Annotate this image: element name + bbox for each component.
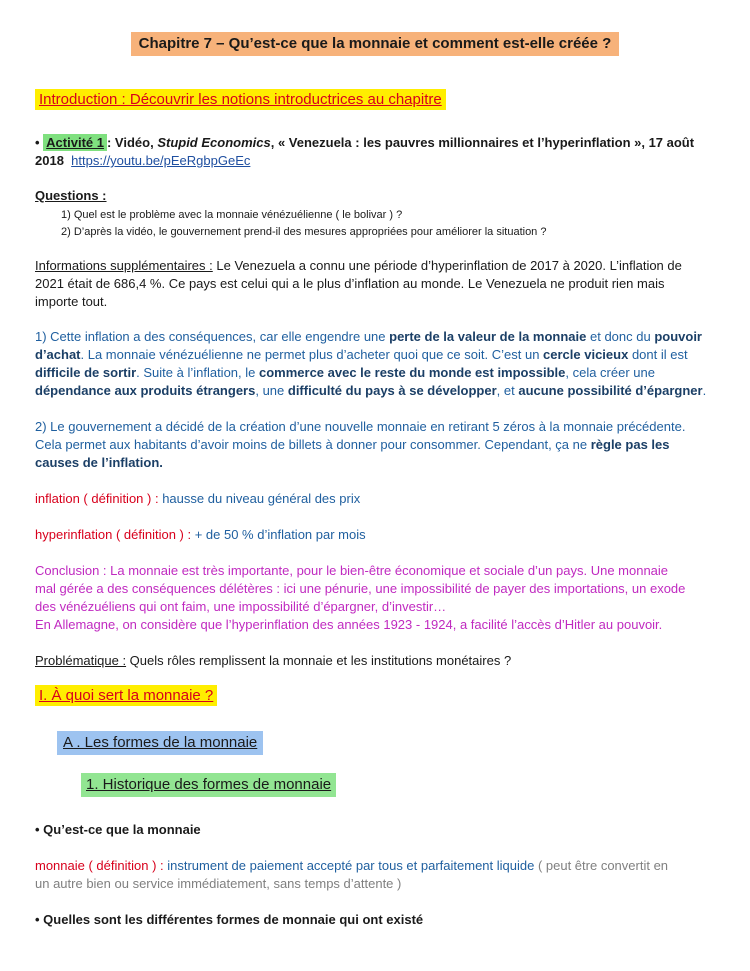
answer-2-line-2 (35, 436, 725, 454)
a1-b9: aucune possibilité d’épargner (518, 383, 703, 398)
monnaie-term: monnaie ( définition ) : (35, 858, 164, 873)
inflation-text: hausse du niveau général des prix (158, 491, 361, 506)
section-I-row (35, 687, 217, 704)
activity-label: Activité 1 (43, 134, 107, 151)
inflation-term: inflation ( définition ) : (35, 491, 159, 506)
chapter-title: Chapitre 7 – Qu’est-ce que la monnaie et comment est-elle créée ? (131, 32, 620, 56)
answer-1-line-4 (35, 382, 725, 400)
a1-t8: , et (496, 383, 519, 398)
bullet-icon: • (35, 135, 44, 150)
section-1-heading: 1. Historique des formes de monnaie (81, 773, 336, 797)
a1-b3: d’achat (35, 347, 81, 362)
section-1-row (81, 776, 336, 793)
a1-b1: perte de la valeur de la monnaie (389, 329, 587, 344)
problematique-label: Problématique : (35, 653, 127, 668)
a1-t5: . Suite à l’inflation, le (136, 365, 259, 380)
question-1: 1) Quel est le problème avec la monnaie vénézuélienne ( le bolivar ) ? (61, 209, 403, 221)
info-label: Informations supplémentaires : (35, 258, 213, 273)
conclusion-line-1: Conclusion : La monnaie est très importante, pour le bien-être économique et sociale d’un pays. Une monnaie (35, 563, 669, 578)
hyperinflation-text: + de 50 % d’inflation par mois (191, 527, 366, 542)
a1-t7: , une (255, 383, 288, 398)
a1-t9: . (702, 383, 707, 398)
a1-b8: difficulté du pays à se développer (287, 383, 497, 398)
a1-t1: 1) Cette inflation a des conséquences, car elle engendre une (35, 329, 390, 344)
monnaie-definition-line-2: un autre bien ou service immédiatement, sans temps d’attente ) (35, 876, 402, 891)
section-A-row (57, 734, 263, 751)
problematique (35, 652, 725, 670)
question-2: 2) D’après la vidéo, le gouvernement prend-il des mesures appropriées pour améliorer la situation ? (61, 226, 547, 238)
conclusion-line-2: mal gérée a des conséquences délétères : ici une pénurie, une impossibilité de payer des importations, un exode (35, 581, 686, 596)
conclusion-line-4: En Allemagne, on considère que l’hyperinflation des années 1923 - 1924, a facilité l’accès d’Hitler au pouvoir. (35, 617, 663, 632)
activity-year: 2018 (35, 153, 64, 168)
activity-text-2: , « Venezuela : les pauvres millionnaires et l’hyperinflation », 17 août (270, 135, 695, 150)
info-line-3: importe tout. (35, 294, 108, 309)
a1-b5: difficile de sortir (35, 365, 137, 380)
a1-t2: et donc du (586, 329, 655, 344)
answer-2-line-1: 2) Le gouvernement a décidé de la création d’une nouvelle monnaie en retirant 5 zéros à la monnaie précédente. (35, 419, 686, 434)
bullet-monnaie (35, 821, 725, 839)
a1-t6: , cela créer une (565, 365, 655, 380)
answer-1-line-1 (35, 328, 725, 346)
bullet-1-text: Qu’est-ce que la monnaie (43, 822, 201, 837)
a2-t1: Cela permet aux habitants d’avoir moins de billets à donner pour consommer. Cependant, ça ne (35, 437, 591, 452)
info-line-2: 2021 était de 686,4 %. Ce pays est celui qui a le plus d’inflation au monde. Le Venezuela ne produit rien mais (35, 276, 665, 291)
inflation-definition (35, 490, 725, 508)
a1-b7: dépendance aux produits étrangers (35, 383, 256, 398)
answer-2-line-3: causes de l’inflation. (35, 455, 163, 470)
bullet-icon: • (35, 912, 44, 927)
questions-heading (35, 187, 725, 205)
bullet-icon: • (35, 822, 44, 837)
questions-label: Questions : (35, 188, 107, 203)
hyperinflation-term: hyperinflation ( définition ) : (35, 527, 192, 542)
activity-line-1 (35, 134, 725, 152)
a1-b4: cercle vicieux (543, 347, 629, 362)
video-link[interactable]: https://youtu.be/pEeRgbpGeEc (71, 153, 251, 168)
a1-t3: . La monnaie vénézuélienne ne permet plus d’acheter quoi que ce soit. C’est un (80, 347, 544, 362)
activity-line-2 (35, 152, 725, 170)
a1-b2: pouvoir (654, 329, 702, 344)
intro-heading-row (35, 91, 446, 108)
intro-heading: Introduction : Découvrir les notions introductrices au chapitre (35, 89, 446, 110)
section-A-heading: A . Les formes de la monnaie (57, 731, 263, 755)
answer-1-line-2 (35, 346, 725, 364)
answer-1-line-3 (35, 364, 725, 382)
a1-b6: commerce avec le reste du monde est impossible (259, 365, 566, 380)
monnaie-definition-line-1 (35, 857, 725, 875)
bullet-formes (35, 911, 725, 929)
monnaie-grey-1: ( peut être convertit en (534, 858, 669, 873)
bullet-2-text: Quelles sont les différentes formes de monnaie qui ont existé (43, 912, 424, 927)
activity-source: Stupid Economics (157, 135, 271, 150)
a1-t4: dont il est (628, 347, 688, 362)
info-text-1: Le Venezuela a connu une période d’hyperinflation de 2017 à 2020. L’inflation de (212, 258, 682, 273)
conclusion-line-3: des vénézuéliens qui ont faim, une impossibilité d’épargner, d’investir… (35, 599, 447, 614)
chapter-title-row (0, 35, 750, 52)
hyperinflation-definition (35, 526, 725, 544)
activity-text-1: : Vidéo, (106, 135, 158, 150)
problematique-text: Quels rôles remplissent la monnaie et les institutions monétaires ? (126, 653, 512, 668)
a2-b1: règle pas les (590, 437, 670, 452)
info-line-1 (35, 257, 725, 275)
monnaie-text: instrument de paiement accepté par tous et parfaitement liquide (163, 858, 535, 873)
section-I-heading: I. À quoi sert la monnaie ? (35, 685, 217, 706)
